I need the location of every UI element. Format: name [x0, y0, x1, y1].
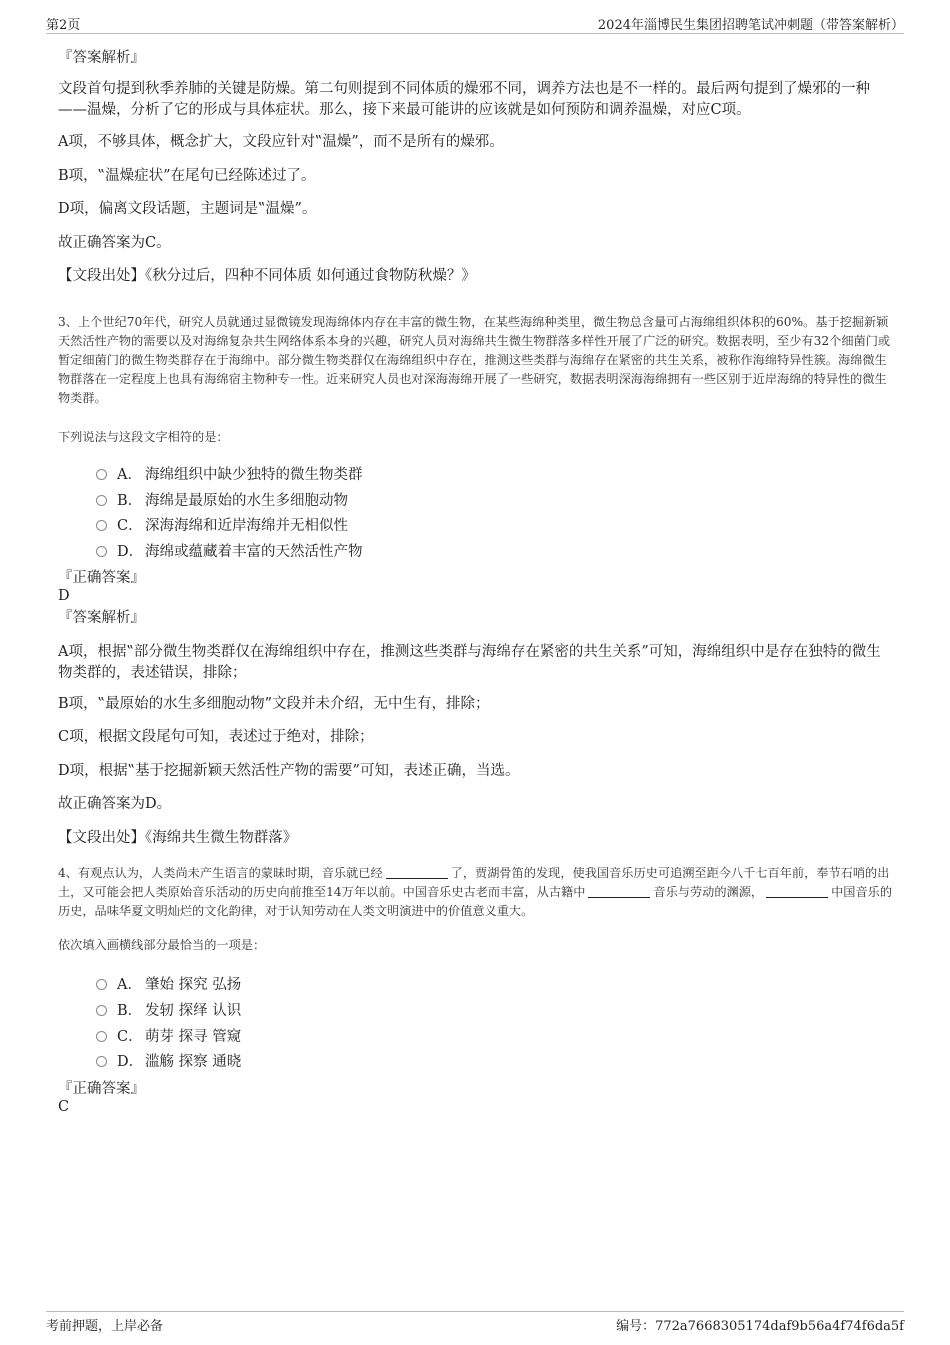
document-id: 编号：772a7668305174daf9b56a4f74f6da5f — [616, 1319, 904, 1334]
analysis-label: 『答案解析』 — [58, 50, 145, 66]
radio-icon[interactable] — [96, 1056, 107, 1067]
question-3-text: 3、上个世纪70年代，研究人员就通过显微镜发现海绵体内存在丰富的微生物，在某些海绵种类里，微生物总含量可占海绵组织体积的60%。基于挖掘新颖天然活性产物的需要以及对海绵复杂共生网络体系本身的兴趣，研究人员对海绵共生微生物群落多样性开展了广泛的研究。数据表明，至少有32个细菌门或暂定细菌门的微生物类群存在于海绵中。部分微生物类群仅在海绵组织中存在，推测这些类群与海绵存在紧密的共生关系，被称作海绵特异性簇。海绵微生物群落在一定程度上也具有海绵宿主物种专一性。近来研究人员也对深海海绵开展了一些研究，数据表明深海海绵拥有一些区别于近岸海绵的特异性的微生物类群。 — [58, 315, 891, 405]
q4-answer-label: 『正确答案』 — [58, 1081, 145, 1097]
q4-answer: C — [58, 1099, 70, 1115]
analysis-source: 【文段出处】《秋分过后，四种不同体质 如何通过食物防秋燥？》 — [58, 268, 476, 284]
q3-option-c[interactable]: C． 深海海绵和近岸海绵并无相似性 — [96, 514, 348, 536]
q3-analysis-label: 『答案解析』 — [58, 610, 145, 626]
analysis-conclusion: 故正确答案为C。 — [58, 235, 171, 251]
q4-option-b[interactable]: B． 发轫 探绎 认识 — [96, 999, 241, 1021]
q3-analysis-b: B项，‟最原始的水生多细胞动物”文段并未介绍，无中生有，排除； — [58, 696, 490, 712]
radio-icon[interactable] — [96, 520, 107, 531]
q3-analysis-c: C项，根据文段尾句可知，表述过于绝对，排除； — [58, 729, 374, 745]
radio-icon[interactable] — [96, 979, 107, 990]
document-title: 2024年淄博民生集团招聘笔试冲刺题（带答案解析） — [597, 18, 904, 33]
analysis-option-a: A项，不够具体，概念扩大，文段应针对‟温燥”，而不是所有的燥邪。 — [58, 134, 504, 150]
footer-slogan: 考前押题，上岸必备 — [46, 1319, 164, 1334]
q4-option-d[interactable]: D． 滥觞 探察 通晓 — [96, 1050, 241, 1072]
q3-source: 【文段出处】《海绵共生微生物群落》 — [58, 830, 298, 846]
analysis-option-d: D项，偏离文段话题，主题词是‟温燥”。 — [58, 201, 317, 217]
blank-1 — [386, 866, 448, 879]
question-4-text: 4、有观点认为，人类尚未产生语言的蒙昧时期，音乐就已经 了，贾湖骨笛的发现，使我国音乐历史可追溯至距今八千七百年前，奉节石哨的出土，又可能会把人类原始音乐活动的历史向前推至14万年以前。中国音乐史古老而丰富，从古籍中 音乐与劳动的渊源， 中国音乐的历史，品味华夏文明灿烂的文化韵律，对于认知劳动在人类文明演进中的价值意义重大。 — [58, 866, 893, 918]
radio-icon[interactable] — [96, 1031, 107, 1042]
radio-icon[interactable] — [96, 469, 107, 480]
q3-conclusion: 故正确答案为D。 — [58, 796, 172, 812]
q3-answer-label: 『正确答案』 — [58, 570, 145, 586]
analysis-option-b: B项，‟温燥症状”在尾句已经陈述过了。 — [58, 168, 316, 184]
page-footer — [46, 1311, 904, 1334]
q4-option-c[interactable]: C． 萌芽 探寻 管窥 — [96, 1025, 241, 1047]
analysis-paragraph: 文段首句提到秋季养肺的关键是防燥。第二句则提到不同体质的燥邪不同，调养方法也是不一样的。最后两句提到了燥邪的一种——温燥，分析了它的形成与具体症状。那么，接下来最可能讲的应该就是如何预防和调养温燥，对应C项。 — [58, 81, 870, 118]
blank-3 — [766, 885, 828, 898]
q3-answer: D — [58, 588, 70, 604]
q3-option-b[interactable]: B． 海绵是最原始的水生多细胞动物 — [96, 489, 348, 511]
question-3-prompt: 下列说法与这段文字相符的是： — [58, 430, 229, 444]
page-header — [46, 0, 904, 34]
q3-analysis-d: D项，根据‟基于挖掘新颖天然活性产物的需要”可知，表述正确，当选。 — [58, 763, 520, 779]
question-4-prompt: 依次填入画横线部分最恰当的一项是： — [58, 938, 266, 952]
q3-option-d[interactable]: D． 海绵或蕴藏着丰富的天然活性产物 — [96, 540, 363, 562]
page-number: 第2页 — [46, 18, 81, 33]
q4-option-a[interactable]: A． 肇始 探究 弘扬 — [96, 973, 241, 995]
q3-analysis-a: A项，根据‟部分微生物类群仅在海绵组织中存在，推测这些类群与海绵存在紧密的共生关系”可知，海绵组织中是存在独特的微生物类群的，表述错误，排除； — [58, 644, 881, 681]
radio-icon[interactable] — [96, 546, 107, 557]
radio-icon[interactable] — [96, 1005, 107, 1016]
blank-2 — [588, 885, 650, 898]
radio-icon[interactable] — [96, 495, 107, 506]
q3-option-a[interactable]: A． 海绵组织中缺少独特的微生物类群 — [96, 463, 363, 485]
